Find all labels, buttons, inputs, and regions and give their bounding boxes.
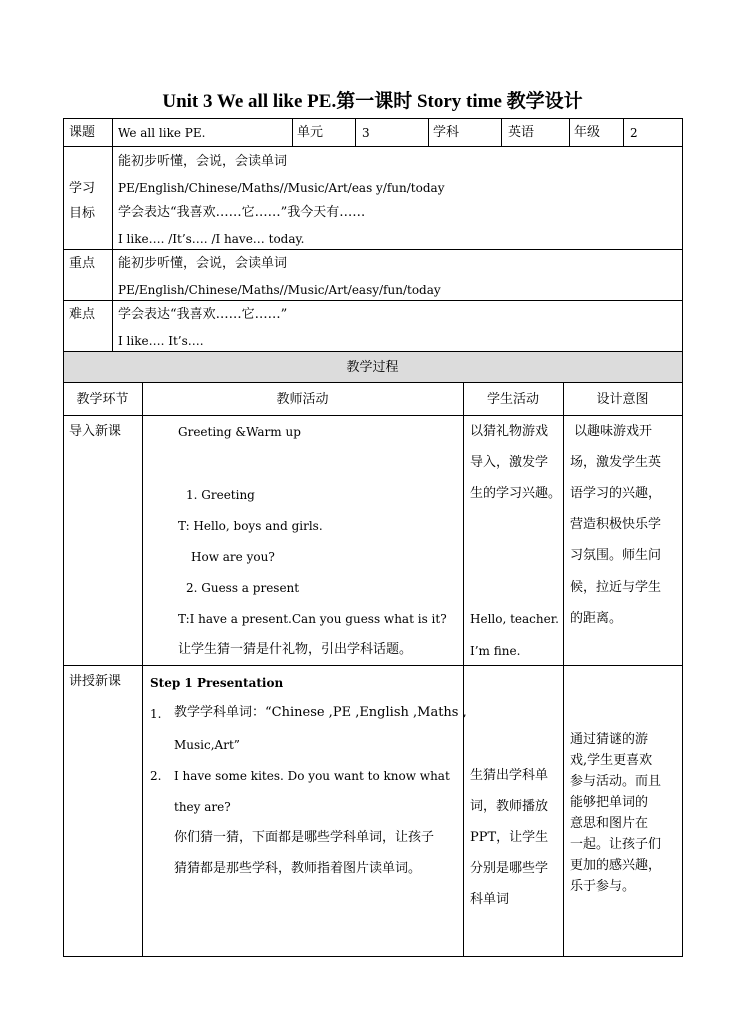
new-design-line: 戏,学生更喜欢 — [570, 753, 653, 768]
table-border — [463, 382, 464, 957]
intro-teacher-line: 1. Greeting — [186, 488, 255, 502]
table-border — [563, 382, 564, 957]
topic-label: 课题 — [69, 125, 96, 140]
item-line: 教学学科单词：“Chinese ,PE ,English ,Maths , — [174, 705, 467, 720]
intro-design-line: 语学习的兴趣， — [570, 486, 662, 501]
intro-student-line: 生的学习兴趣。 — [470, 486, 562, 501]
col-stage: 教学环节 — [76, 392, 129, 407]
new-design-line: 乐于参与。 — [570, 879, 636, 894]
table-border — [142, 382, 143, 957]
intro-teacher-line: T: Hello, boys and girls. — [178, 519, 323, 533]
intro-student-line: Hello, teacher. — [470, 612, 559, 626]
difficulty-line: I like…. It’s…. — [118, 334, 204, 348]
new-student-line: 生猜出学科单 — [470, 768, 549, 783]
key-point-line: 能初步听懂，会说，会读单词 — [118, 256, 288, 271]
subject-value: 英语 — [508, 125, 535, 140]
key-points-label: 重点 — [69, 256, 96, 271]
item-line: 你们猜一猜，下面都是哪些学科单词，让孩子 — [174, 830, 435, 845]
grade-label: 年级 — [574, 125, 601, 140]
subject-label: 学科 — [433, 125, 460, 140]
intro-teacher-line: How are you? — [191, 550, 275, 564]
table-border — [63, 665, 683, 666]
intro-teacher-line: 2. Guess a present — [186, 581, 300, 595]
page-title: Unit 3 We all like PE.第一课时 Story time 教学设计 — [162, 91, 583, 112]
intro-design-line: 候，拉近与学生 — [570, 580, 662, 595]
intro-stage: 导入新课 — [69, 424, 122, 439]
step-title: Step 1 Presentation — [150, 676, 284, 690]
objective-line: I like…. /It’s…. /I have… today. — [118, 232, 305, 246]
unit-value: 3 — [362, 126, 370, 140]
intro-design-line: 以趣味游戏开 — [574, 424, 653, 439]
col-teacher: 教师活动 — [276, 392, 329, 407]
intro-teacher-line: T:I have a present.Can you guess what is it? — [178, 612, 447, 626]
table-border — [112, 118, 113, 352]
new-student-line: 词，教师播放 — [470, 799, 549, 814]
new-student-line: 分别是哪些学 — [470, 861, 549, 876]
intro-student-line: 导入，激发学 — [470, 455, 549, 470]
table-border — [682, 118, 683, 957]
unit-label: 单元 — [297, 125, 324, 140]
intro-design-line: 场，激发学生英 — [570, 455, 662, 470]
table-border — [63, 146, 683, 147]
objectives-label: 学习 — [69, 181, 96, 196]
objective-line: 能初步听懂，会说，会读单词 — [118, 154, 288, 169]
table-border — [569, 118, 570, 147]
table-border — [63, 300, 683, 301]
table-border — [63, 249, 683, 250]
table-border — [63, 118, 64, 957]
topic-value: We all like PE. — [118, 126, 206, 140]
intro-design-line: 的距离。 — [570, 611, 623, 626]
item-number: 1. — [150, 707, 162, 721]
new-student-line: PPT，让学生 — [470, 830, 549, 845]
process-heading: 教学过程 — [346, 360, 399, 375]
new-design-line: 能够把单词的 — [570, 795, 649, 810]
objective-line: 学会表达“我喜欢……它……”我今天有…… — [118, 205, 366, 220]
intro-teacher-line: Greeting &Warm up — [178, 425, 301, 439]
intro-student-line: I’m fine. — [470, 644, 521, 658]
new-design-line: 通过猜谜的游 — [570, 732, 649, 747]
item-line: they are? — [174, 800, 231, 814]
table-border — [428, 118, 429, 147]
item-line: I have some kites. Do you want to know what — [174, 769, 450, 783]
grade-value: 2 — [630, 126, 638, 140]
table-border — [63, 382, 683, 383]
intro-teacher-line: 让学生猜一猜是什礼物，引出学科话题。 — [178, 642, 413, 657]
col-student: 学生活动 — [486, 392, 539, 407]
key-point-line: PE/English/Chinese/Maths//Music/Art/easy/fun/today — [118, 283, 441, 297]
table-border — [63, 118, 683, 119]
intro-design-line: 营造积极快乐学 — [570, 517, 662, 532]
new-design-line: 意思和图片在 — [570, 816, 649, 831]
new-design-line: 一起。让孩子们 — [570, 837, 662, 852]
intro-design-line: 习氛围。师生问 — [570, 548, 662, 563]
table-border — [292, 118, 293, 147]
item-line: Music,Art” — [174, 738, 240, 752]
item-line: 猜猜都是那些学科，教师指着图片读单词。 — [174, 861, 422, 876]
new-student-line: 科单词 — [470, 892, 510, 907]
objective-line: PE/English/Chinese/Maths//Music/Art/eas y/fun/today — [118, 181, 445, 195]
col-design: 设计意图 — [596, 392, 649, 407]
difficulties-label: 难点 — [69, 307, 96, 322]
new-lesson-stage: 讲授新课 — [69, 674, 122, 689]
intro-student-line: 以猜礼物游戏 — [470, 424, 549, 439]
table-border — [501, 118, 502, 147]
table-border — [63, 415, 683, 416]
table-border — [63, 351, 683, 352]
table-border — [623, 118, 624, 147]
table-border — [63, 956, 683, 957]
difficulty-line: 学会表达“我喜欢……它……” — [118, 307, 288, 322]
new-design-line: 更加的感兴趣， — [570, 858, 662, 873]
objectives-label: 目标 — [69, 206, 96, 221]
new-design-line: 参与活动。而且 — [570, 774, 662, 789]
item-number: 2. — [150, 769, 162, 783]
table-border — [355, 118, 356, 147]
